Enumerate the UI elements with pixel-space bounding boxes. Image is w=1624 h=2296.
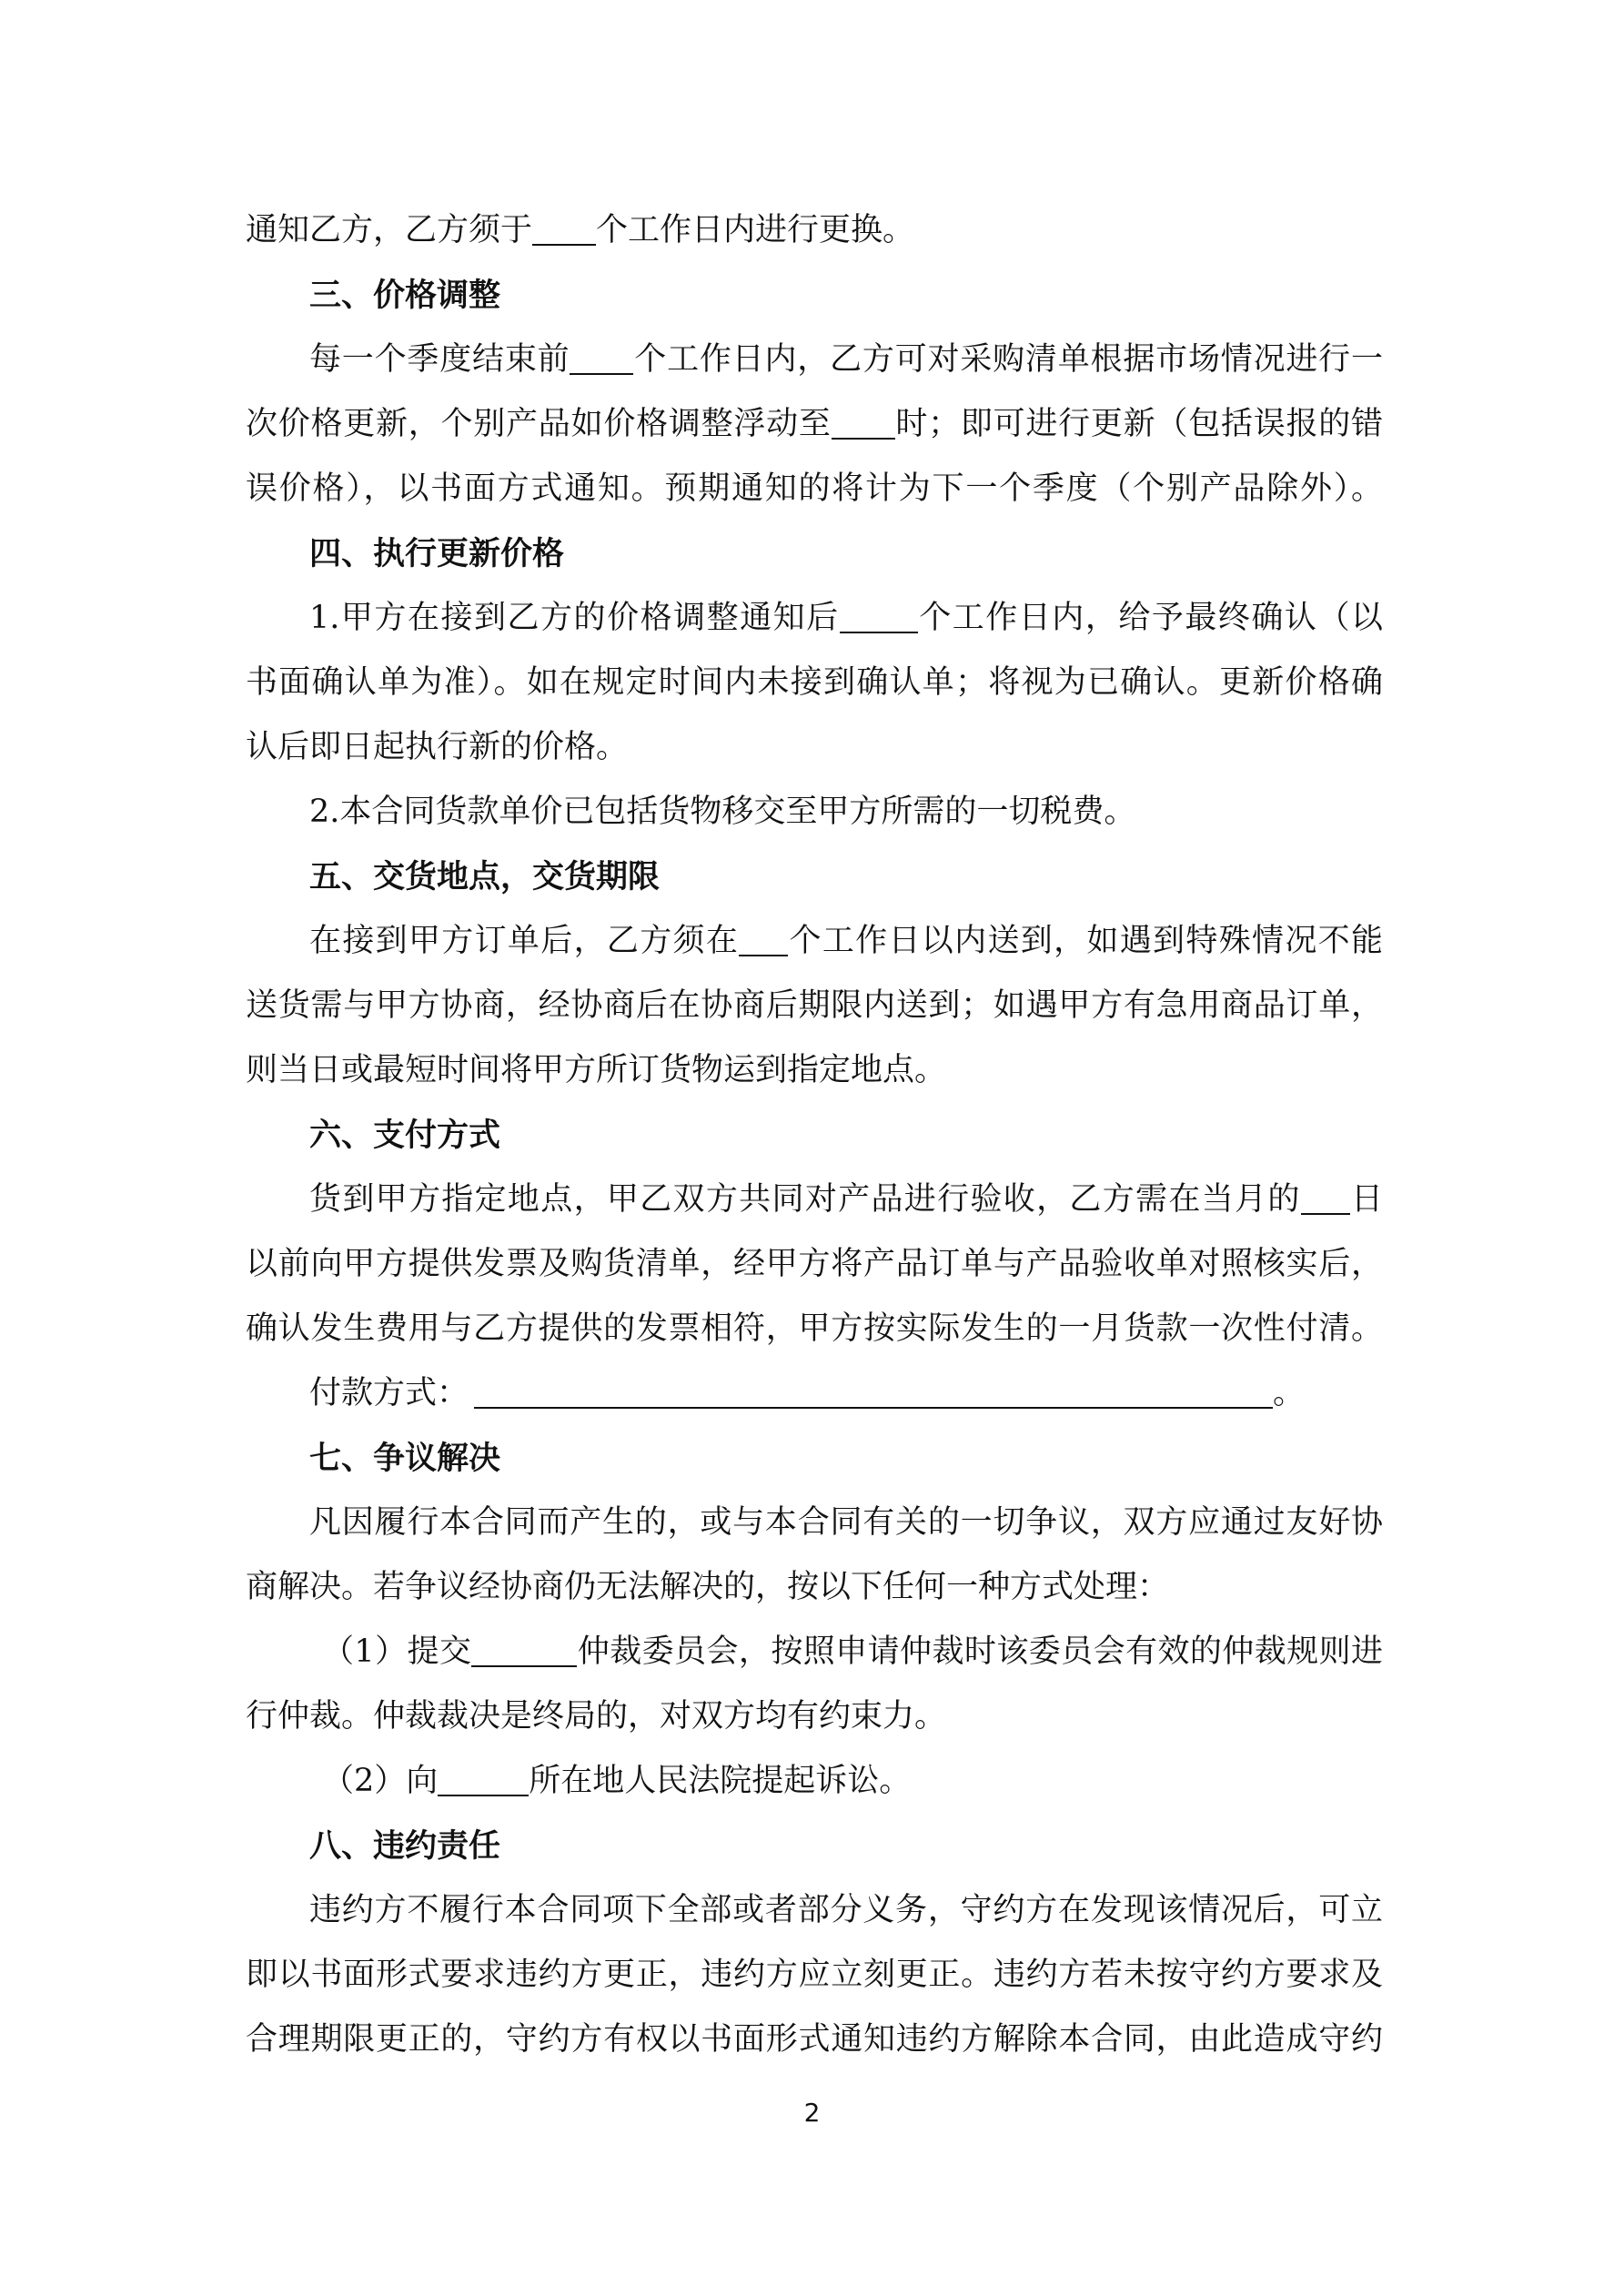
paragraph-line [246, 328, 1383, 392]
paragraph-line: 商解决。若争议经协商仍无法解决的，按以下任何一种方式处理： [246, 1569, 1170, 1605]
fill-in-blank [570, 342, 633, 375]
section-heading-3: 三、价格调整 [309, 277, 501, 314]
paragraph-line [246, 1620, 1383, 1684]
text-segment: 个工作日内，乙方可对采购清单根据市场情况进行一 [633, 341, 1383, 378]
text-segment: （1）提交 [322, 1633, 472, 1670]
text-segment: 。 [1273, 1375, 1306, 1411]
paragraph-line: 2.本合同货款单价已包括货物移交至甲方所需的一切税费。 [309, 794, 1136, 830]
fill-in-blank [1301, 1182, 1350, 1215]
paragraph-line: 认后即日起执行新的价格。 [246, 729, 629, 765]
fill-in-blank [739, 924, 788, 956]
section-heading-8: 八、违约责任 [309, 1827, 501, 1865]
section-heading-4: 四、执行更新价格 [309, 535, 565, 572]
section-heading-6: 六、支付方式 [309, 1117, 501, 1154]
document-body [246, 198, 1383, 2072]
text-segment: 所在地人民法院提起诉讼。 [529, 1763, 912, 1799]
paragraph-line [246, 909, 1383, 974]
text-segment: 个工作日内进行更换。 [596, 212, 915, 248]
payment-method-blank [474, 1376, 1273, 1409]
text-segment: （2）向 [322, 1763, 439, 1799]
paragraph-line [246, 1749, 1383, 1814]
text-segment: 次价格更新，个别产品如价格调整浮动至 [246, 406, 832, 442]
paragraph-line: 送货需与甲方协商，经协商后在协商后期限内送到；如遇甲方有急用商品订单， [246, 987, 1383, 1024]
fill-in-blank [438, 1764, 529, 1796]
text-segment: 通知乙方，乙方须于 [246, 212, 533, 248]
section-heading-5: 五、交货地点，交货期限 [309, 858, 661, 895]
paragraph-line: 误价格），以书面方式通知。预期通知的将计为下一个季度（个别产品除外）。 [246, 470, 1383, 507]
text-segment: 个工作日内，给予最终确认（以 [917, 600, 1383, 636]
paragraph-line: 确认发生费用与乙方提供的发票相符，甲方按实际发生的一月货款一次性付清。 [246, 1310, 1383, 1347]
text-segment: 仲裁委员会，按照申请仲裁时该委员会有效的仲裁规则进 [577, 1633, 1383, 1670]
paragraph-line: 合理期限更正的，守约方有权以书面形式通知违约方解除本合同，由此造成守约 [246, 2021, 1383, 2058]
page-number: 2 [803, 2098, 821, 2128]
paragraph-line [246, 198, 1383, 263]
paragraph-line: 则当日或最短时间将甲方所订货物运到指定地点。 [246, 1052, 947, 1088]
paragraph-line: 以前向甲方提供发票及购货清单，经甲方将产品订单与产品验收单对照核实后， [246, 1246, 1383, 1282]
text-segment: 1.甲方在接到乙方的价格调整通知后 [309, 600, 840, 636]
text-segment: 付款方式： [309, 1375, 469, 1411]
fill-in-blank [471, 1634, 577, 1667]
text-segment: 每一个季度结束前 [309, 341, 570, 378]
text-segment: 在接到甲方订单后，乙方须在 [309, 923, 740, 959]
paragraph-line [246, 586, 1383, 651]
text-segment: 时；即可进行更新（包括误报的错 [894, 406, 1383, 442]
paragraph-line: 行仲裁。仲裁裁决是终局的，对双方均有约束力。 [246, 1698, 947, 1735]
text-segment: 日 [1349, 1181, 1383, 1218]
text-segment: 货到甲方指定地点，甲乙双方共同对产品进行验收，乙方需在当月的 [309, 1181, 1301, 1218]
paragraph-line [246, 1361, 1383, 1426]
paragraph-line: 违约方不履行本合同项下全部或者部分义务，守约方在发现该情况后，可立 [309, 1892, 1383, 1928]
paragraph-line [246, 392, 1383, 457]
paragraph-line: 书面确认单为准）。如在规定时间内未接到确认单；将视为已确认。更新价格确 [246, 664, 1383, 701]
paragraph-line [246, 1168, 1383, 1232]
fill-in-blank [832, 407, 895, 440]
fill-in-blank [840, 601, 918, 633]
text-segment: 个工作日以内送到，如遇到特殊情况不能 [788, 923, 1383, 959]
section-heading-7: 七、争议解决 [309, 1440, 501, 1477]
fill-in-blank [532, 213, 596, 246]
paragraph-line: 即以书面形式要求违约方更正，违约方应立刻更正。违约方若未按守约方要求及 [246, 1957, 1383, 1993]
paragraph-line: 凡因履行本合同而产生的，或与本合同有关的一切争议，双方应通过友好协 [309, 1504, 1383, 1541]
